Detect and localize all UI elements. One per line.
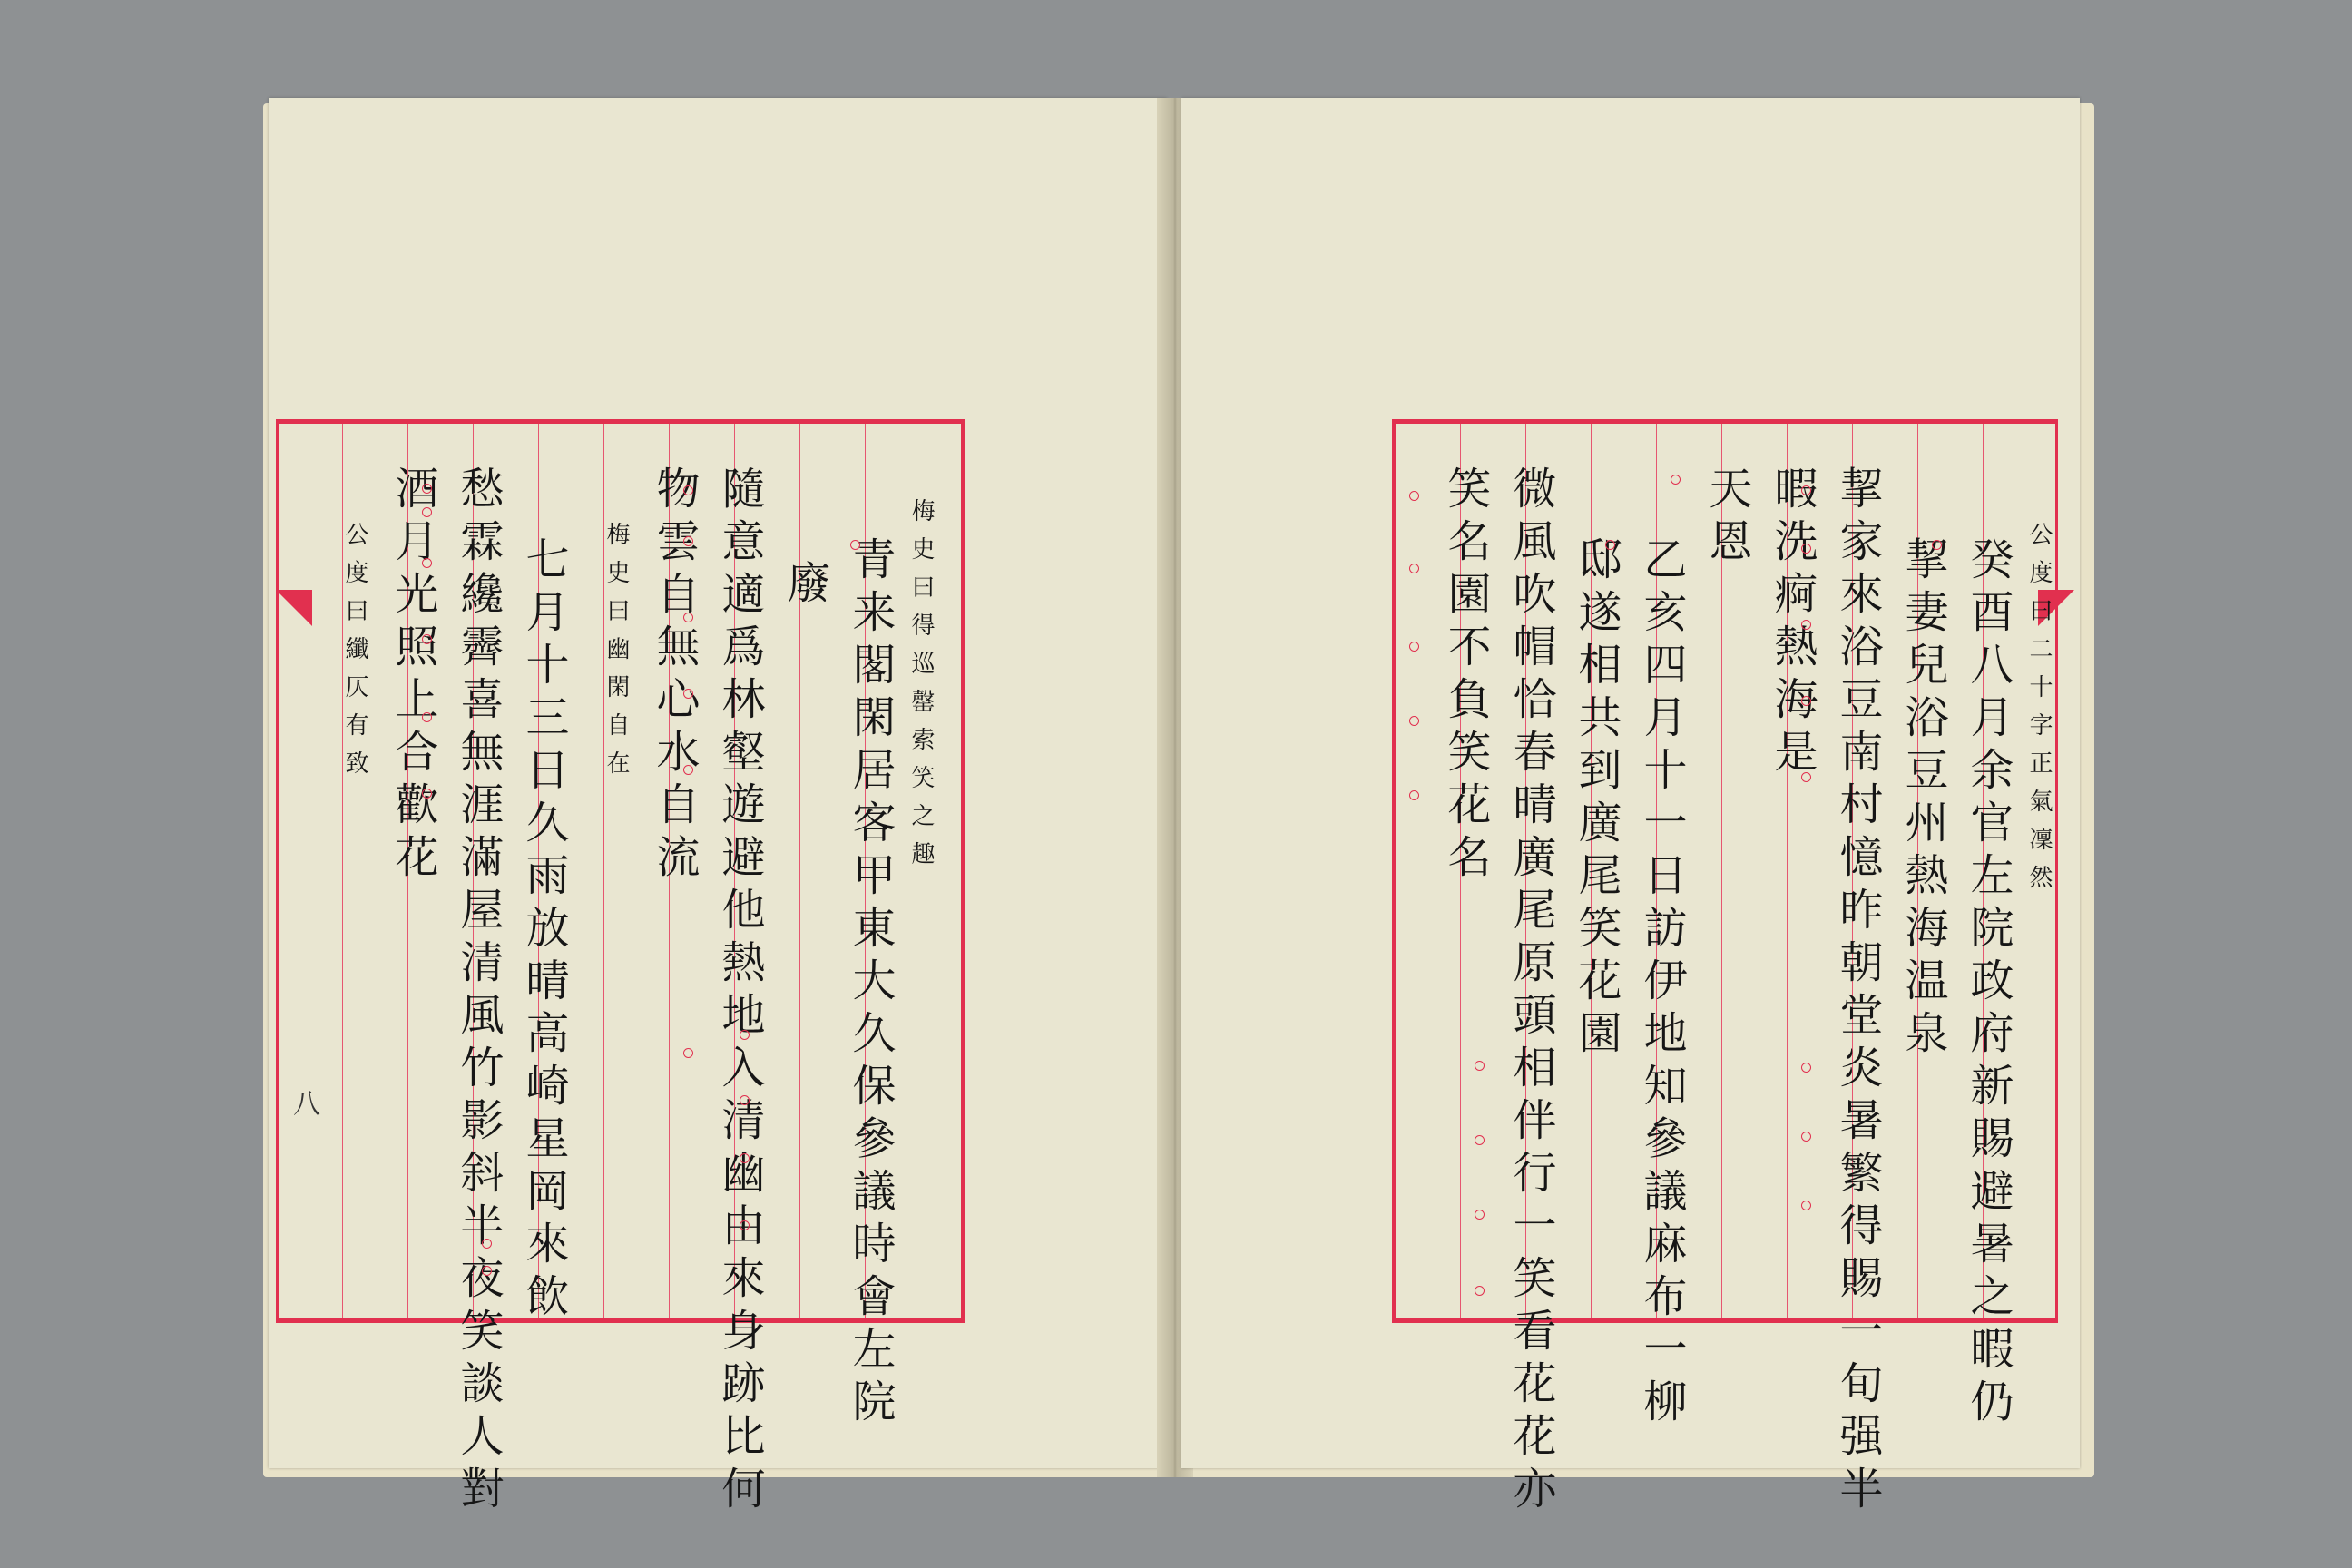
left-col-4: 隨意適爲林壑遊避他熱地入清幽由來身跡比何 xyxy=(714,466,765,1518)
right-col-5: 暇洗痾熱海是 xyxy=(1767,466,1818,781)
left-col-5: 物雲自無心水自流 xyxy=(649,466,700,887)
emphasis-marks xyxy=(1409,424,1426,1318)
left-col-7: 七月十三日久雨放晴高崎星岡來飲 xyxy=(518,536,569,1326)
column-rule xyxy=(799,424,800,1318)
right-col-2: 癸酉八月余官左院政府新賜避暑之暇仍 xyxy=(1963,536,2014,1431)
left-col-10: 公度曰纖仄有致 xyxy=(341,522,368,789)
right-col-8: 邸遂相共到廣尾笑花園 xyxy=(1571,536,1622,1063)
right-col-10: 笑名園不負笑花名 xyxy=(1440,466,1491,887)
page-number: 八 xyxy=(288,1089,319,1116)
left-col-2: 青来閣閑居客甲東大久保參議時會左院 xyxy=(845,536,896,1431)
right-col-3: 挈妻兒浴豆州熱海温泉 xyxy=(1897,536,1948,1063)
right-col-9: 微風吹帽恰春晴廣尾原頭相伴行一笑看花花亦 xyxy=(1505,466,1556,1518)
left-col-1: 梅史曰得巡罄索笑之趣 xyxy=(907,498,935,879)
right-col-7: 乙亥四月十一日訪伊地知參議麻布一柳 xyxy=(1636,536,1687,1431)
right-col-1: 公度曰二十字正氣凜然 xyxy=(2025,522,2053,903)
right-text-frame xyxy=(1392,419,2058,1518)
right-col-6: 天恩 xyxy=(1701,466,1752,571)
left-text-frame xyxy=(276,419,965,1518)
left-col-3: 廢 xyxy=(779,560,830,612)
right-col-4: 挈家來浴豆南村憶昨朝堂炎暑繁得賜一旬强半 xyxy=(1832,466,1883,1518)
left-col-6: 梅史曰幽閑自在 xyxy=(603,522,630,789)
left-col-9: 酒月光照上合歡花 xyxy=(387,466,438,887)
left-col-8: 愁霖纔霽喜無涯滿屋清風竹影斜半夜笑談人對 xyxy=(453,466,504,1518)
